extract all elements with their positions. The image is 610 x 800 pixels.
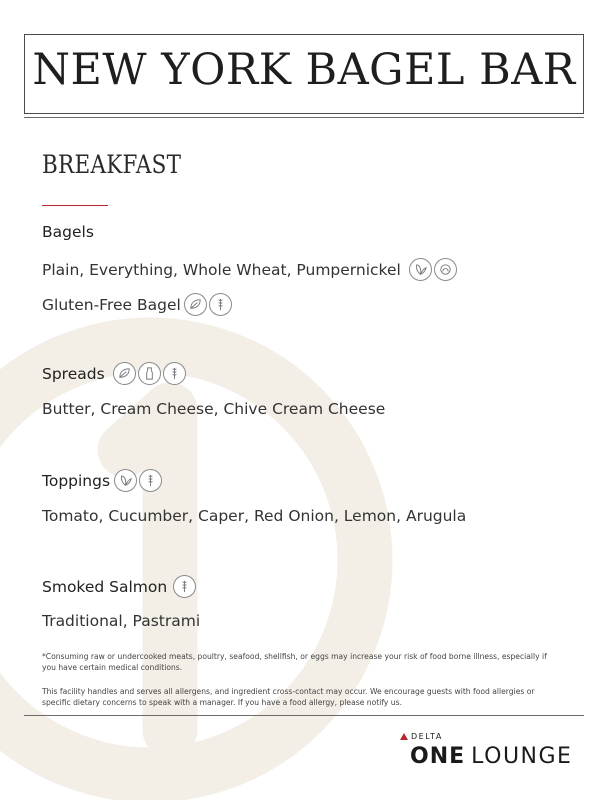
delta-logo: DELTA <box>400 732 443 741</box>
menu-title: NEW YORK BAGEL BAR <box>32 45 576 95</box>
item-text: Plain, Everything, Whole Wheat, Pumpernickel <box>42 260 401 279</box>
gluten-free-icon <box>209 293 232 316</box>
vegetarian-icon <box>113 362 136 385</box>
title-frame <box>24 34 584 114</box>
item-text: Gluten-Free Bagel <box>42 295 181 314</box>
category-label: Bagels <box>42 223 94 241</box>
item-text: Tomato, Cucumber, Caper, Red Onion, Lemon, Arugula <box>42 507 467 525</box>
allergen-disclaimer: This facility handles and serves all allergens, and ingredient cross-contact may occur. We encourage guests with food allergies or specific dietary concerns to speak with a manager. If you have a food allergy, please notify us. <box>42 687 535 707</box>
category-smoked-salmon <box>42 575 198 598</box>
item-text: Traditional, Pastrami <box>42 612 201 630</box>
menu-item <box>42 258 459 281</box>
vegetarian-icon <box>184 293 207 316</box>
dairy-free-icon <box>434 258 457 281</box>
gluten-free-icon <box>139 469 162 492</box>
one-lounge-logo: ONE LOUNGE <box>410 744 573 769</box>
dairy-icon <box>138 362 161 385</box>
menu-item <box>42 507 466 525</box>
menu-item <box>42 293 234 316</box>
category-toppings <box>42 469 164 492</box>
category-label: Spreads <box>42 364 105 383</box>
menu-item <box>42 612 200 630</box>
category-label: Smoked Salmon <box>42 577 168 596</box>
menu-item <box>42 400 385 418</box>
section-heading: BREAKFAST <box>42 150 182 179</box>
vegan-icon <box>409 258 432 281</box>
accent-rule <box>42 205 108 206</box>
category-spreads <box>42 362 188 385</box>
gluten-free-icon <box>173 575 196 598</box>
delta-widget-icon <box>400 733 408 740</box>
consumption-disclaimer: *Consuming raw or undercooked meats, poultry, seafood, shellfish, or eggs may increase your risk of food borne illness, especially if you have certain medical conditions. <box>42 652 547 672</box>
vegan-icon <box>114 469 137 492</box>
gluten-free-icon <box>163 362 186 385</box>
category-bagels <box>42 223 94 241</box>
title-underline <box>24 117 584 118</box>
item-text: Butter, Cream Cheese, Chive Cream Cheese <box>42 400 386 418</box>
category-label: Toppings <box>42 471 111 490</box>
footer-rule <box>24 715 584 716</box>
